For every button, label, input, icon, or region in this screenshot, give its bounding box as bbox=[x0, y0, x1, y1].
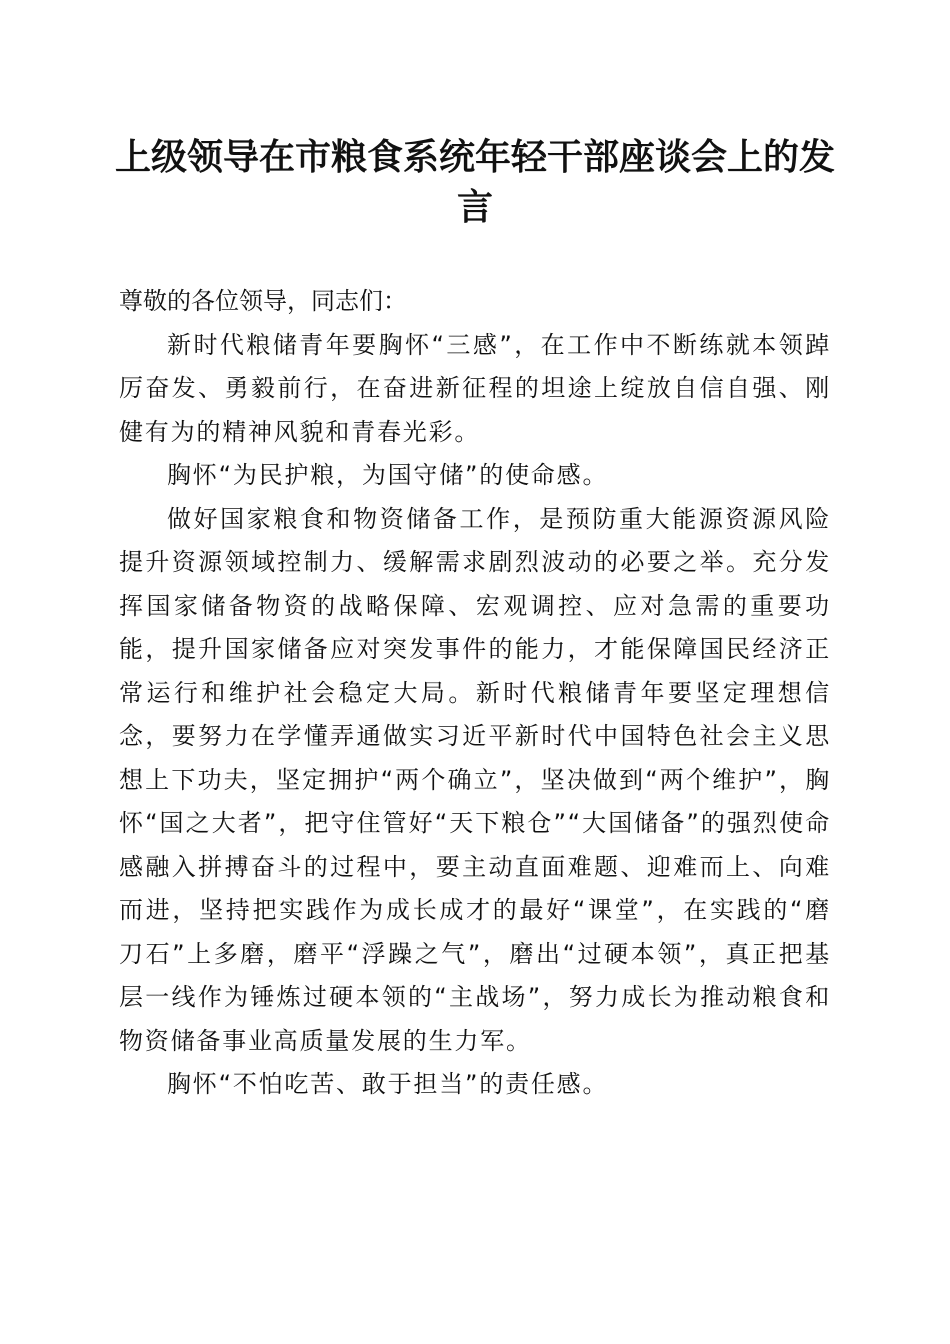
paragraph-heading-responsibility: 胸怀“不怕吃苦、敢于担当”的责任感。 bbox=[167, 1070, 609, 1098]
document-title: 上级领导在市粮食系统年轻干部座谈会上的发言 bbox=[114, 136, 835, 228]
salutation: 尊敬的各位领导，同志们： bbox=[119, 287, 407, 315]
paragraph-heading-mission: 胸怀“为民护粮，为国守储”的使命感。 bbox=[167, 461, 609, 489]
document-body bbox=[119, 280, 831, 1107]
paragraph-mission-body: 做好国家粮食和物资储备工作，是预防重大能源资源风险提升资源领域控制力、缓解需求剧烈波动的必要之举。充分发挥国家储备物资的战略保障、宏观调控、应对急需的重要功能，提升国家储备应对突发事件的能力，才能保障国民经济正常运行和维护社会稳定大局。新时代粮储青年要坚定理想信念，要努力在学懂弄通做实习近平新时代中国特色社会主义思想上下功夫，坚定拥护“两个确立”，坚决做到“两个维护”，胸怀“国之大者”，把守住管好“天下粮仓”“大国储备”的强烈使命感融入拼搏奋斗的过程中，要主动直面难题、迎难而上、向难而进，坚持把实践作为成长成才的最好“课堂”，在实践的“磨刀石”上多磨，磨平“浮躁之气”，磨出“过硬本领”，真正把基层一线作为锤炼过硬本领的“主战场”，努力成长为推动粮食和物资储备事业高质量发展的生力军。 bbox=[119, 504, 831, 1055]
paragraph-intro: 新时代粮储青年要胸怀“三感”，在工作中不断练就本领踔厉奋发、勇毅前行，在奋进新征程的坦途上绽放自信自强、刚健有为的精神风貌和青春光彩。 bbox=[119, 330, 831, 446]
